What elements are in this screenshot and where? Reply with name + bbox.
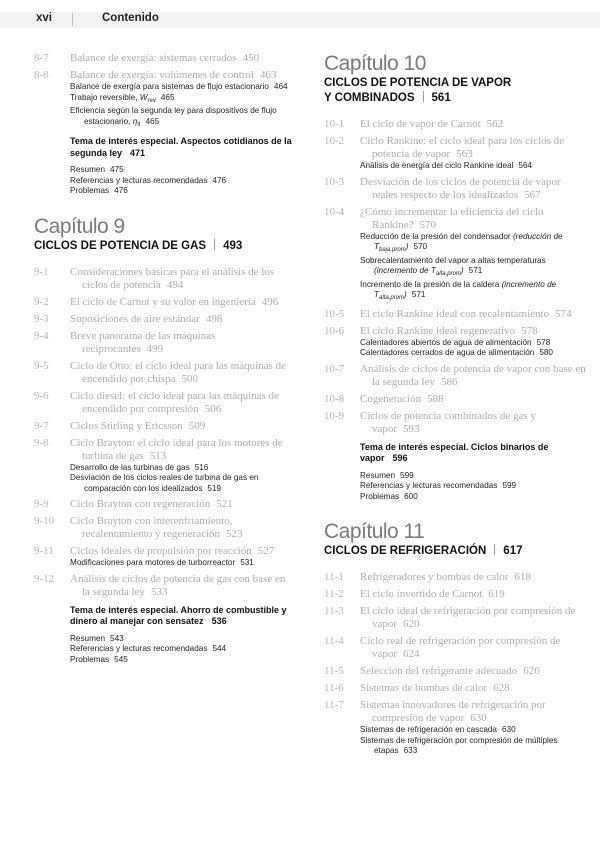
subsection-text: Reducción de la presión del condensador — [360, 231, 511, 241]
section-title[interactable] — [360, 588, 586, 601]
subsection[interactable] — [70, 82, 292, 93]
italic-note — [374, 266, 464, 275]
chapter-label: Capítulo 10 — [324, 52, 426, 75]
symbol-subscript: II — [137, 121, 141, 128]
symbol-subscript: baja,prom — [379, 247, 406, 253]
section-number: 9-11 — [34, 545, 54, 557]
extra-page: 600 — [404, 491, 418, 501]
section-page: 628 — [493, 682, 510, 694]
extra-page: 476 — [212, 175, 227, 185]
extra-item[interactable] — [70, 634, 292, 645]
section-title[interactable] — [70, 545, 292, 558]
section-page: 533 — [150, 585, 168, 598]
subsection[interactable] — [70, 463, 292, 474]
extra-item[interactable] — [360, 471, 586, 482]
section-page: 527 — [257, 545, 275, 557]
section-page: 499 — [146, 342, 164, 355]
chapter-extras — [70, 634, 292, 666]
special-topic[interactable]: Tema de interés especial. Ahorro de combustible y dinero al manejar con sensatez 536 — [70, 604, 287, 626]
section-title-text: Ciclo Brayton con regeneración — [70, 498, 211, 510]
subsection-page: 465 — [160, 92, 175, 102]
toc-entry[interactable] — [324, 605, 586, 631]
toc-entry[interactable] — [34, 52, 292, 65]
entry-body — [360, 206, 586, 304]
section-title-text: Análisis de ciclos de potencia de gas con base en la segunda ley — [70, 572, 286, 598]
section-title[interactable] — [70, 52, 292, 65]
extra-text: Problemas — [70, 654, 110, 664]
entry-body — [70, 266, 292, 292]
toc-entry[interactable] — [324, 699, 586, 757]
entry-body — [360, 571, 586, 584]
italic-note-suffix: ) — [460, 266, 464, 275]
running-header — [0, 0, 600, 40]
section-title[interactable] — [70, 498, 292, 511]
section-title-text: El ciclo ideal de refrigeración por compresión de vapor — [360, 605, 576, 630]
section-title[interactable] — [70, 573, 292, 599]
section-title-text: El ciclo invertido de Carnot — [360, 588, 483, 600]
section-title-text: ¿Cómo incrementar la eficiencia del ciclo Rankine? — [360, 205, 544, 231]
extra-text: Problemas — [360, 491, 400, 501]
subsection[interactable] — [360, 338, 586, 349]
extra-item[interactable] — [70, 165, 292, 176]
header-divider — [72, 13, 73, 26]
section-page: 567 — [524, 188, 541, 201]
section-title-text: Sistemas de bombas de calor — [360, 682, 488, 694]
subsection-text: Calentadores abiertos de agua de alimentación — [360, 337, 532, 347]
section-title: Contenido — [102, 12, 159, 24]
subsection[interactable] — [360, 736, 586, 757]
subsection[interactable] — [360, 161, 586, 172]
subsection-text: Sistemas de refrigeración por compresión de múltiples etapas — [360, 735, 558, 755]
subsection-text: Sobrecalentamiento del vapor a altas temperaturas — [360, 255, 546, 265]
toc-entry[interactable] — [324, 363, 586, 389]
section-title[interactable] — [70, 313, 292, 326]
entry-body — [360, 605, 586, 631]
extra-page: 476 — [114, 186, 128, 195]
subsection-page: 571 — [468, 266, 483, 275]
section-title-text: Balance de exergía: sistemas cerrados — [70, 52, 237, 64]
section-title[interactable] — [360, 308, 586, 321]
section-title-text: Sistemas innovadores de refrigeración por compresión de vapor — [360, 699, 546, 724]
section-page: 586 — [440, 375, 458, 388]
section-page: 578 — [521, 324, 538, 337]
chapter-title[interactable]: CICLOS DE POTENCIA DE GAS 493 — [34, 239, 243, 252]
section-title-text: Análisis de ciclos de potencia de vapor con base en la segunda ley — [360, 362, 586, 388]
section-title[interactable] — [70, 390, 292, 416]
entry-body — [360, 665, 586, 678]
section-title-text: Balance de exergía: volúmenes de control — [70, 69, 254, 81]
section-title[interactable] — [360, 118, 586, 131]
subsection-page: 464 — [273, 82, 288, 91]
entry-body — [360, 682, 586, 695]
section-title-text: Ciclo de Otto: el ciclo ideal para las máquinas de encendido por chispa — [70, 359, 286, 385]
section-page: 618 — [514, 571, 531, 583]
section-page: 494 — [166, 278, 184, 291]
extra-item[interactable] — [70, 644, 292, 655]
symbol: T — [430, 266, 436, 275]
toc-entry[interactable] — [34, 515, 292, 541]
toc-entry[interactable] — [324, 308, 586, 321]
italic-note-prefix: (incremento de — [501, 279, 557, 289]
toc-entry[interactable] — [34, 573, 292, 599]
section-number: 9-6 — [34, 389, 49, 402]
section-page: 521 — [216, 498, 233, 510]
extra-page: 599 — [502, 481, 517, 490]
toc-entry[interactable] — [324, 325, 586, 359]
subsection-page: 580 — [539, 348, 553, 357]
subsection[interactable] — [360, 256, 586, 280]
section-page: 626 — [523, 665, 540, 677]
entry-body — [70, 515, 292, 541]
extra-page: 543 — [110, 633, 124, 643]
section-title-text: El ciclo Rankine ideal con recalentamiento — [360, 307, 550, 320]
section-page: 588 — [427, 392, 444, 405]
extra-item[interactable] — [70, 176, 292, 187]
section-title[interactable] — [360, 571, 586, 584]
extra-page: 544 — [212, 644, 227, 653]
section-title-text: El ciclo Rankine ideal regenerativo — [360, 324, 516, 337]
toc-entry[interactable] — [324, 393, 586, 406]
section-title[interactable] — [360, 699, 586, 725]
entry-body — [360, 699, 586, 757]
extra-item[interactable] — [70, 655, 292, 666]
chapter8-continued-entries — [34, 52, 292, 130]
subsection[interactable] — [70, 106, 292, 130]
entry-body — [360, 176, 586, 202]
toc-entry[interactable] — [324, 571, 586, 584]
entry-body — [70, 390, 292, 416]
subsection-page: 465 — [145, 116, 160, 126]
entry-body — [360, 325, 586, 359]
section-page: 630 — [470, 712, 487, 724]
subsection-text: Desarrollo de las turbinas de gas — [70, 462, 190, 472]
section-page: 496 — [261, 295, 279, 308]
subsection-text: Trabajo reversible, — [70, 92, 138, 102]
section-page: 570 — [419, 218, 437, 231]
entry-body — [360, 118, 586, 131]
section-number: 9-7 — [34, 419, 49, 432]
section-title-text: Desviación de los ciclos de potencia de vapor reales respecto de los idealizados — [360, 175, 561, 201]
section-title-text: Ciclos Stirling y Ericsson — [70, 419, 183, 432]
chapter-extras — [360, 471, 586, 503]
section-title[interactable] — [70, 360, 292, 386]
toc-entry[interactable] — [34, 266, 292, 292]
section-number: 9-5 — [34, 359, 49, 372]
section-title[interactable] — [360, 635, 586, 661]
section-number: 10-9 — [324, 409, 345, 422]
entry-body — [70, 437, 292, 495]
section-title[interactable] — [360, 135, 586, 161]
extra-page: 599 — [400, 470, 414, 480]
section-title-text: Ciclos ideales de propulsión por reacción — [70, 545, 252, 557]
toc-entry[interactable] — [34, 390, 292, 416]
toc-entry[interactable] — [34, 313, 292, 326]
entry-body — [360, 588, 586, 601]
subsection-page: 519 — [207, 483, 222, 493]
section-title[interactable] — [70, 420, 292, 433]
entry-body — [70, 69, 292, 130]
chapter-title[interactable]: CICLOS DE POTENCIA DE VAPOR Y COMBINADOS 561 — [324, 77, 512, 104]
entry-body — [70, 360, 292, 386]
section-number: 10-6 — [324, 324, 345, 337]
subsection-text: Desviación de los ciclos reales de turbina de gas en comparación con los idealizados — [70, 473, 259, 493]
extra-text: Problemas — [70, 186, 110, 195]
section-title-text: Breve panorama de las máquinas reciprocantes — [70, 329, 216, 355]
italic-note-suffix: ) — [405, 242, 409, 251]
toc-entry[interactable] — [324, 588, 586, 601]
section-page: 619 — [488, 588, 505, 600]
subsection[interactable] — [360, 280, 586, 304]
section-page: 523 — [226, 528, 243, 540]
chapter10-entries — [324, 118, 586, 436]
subsection-text: Incremento de la presión de la caldera — [360, 279, 500, 289]
section-number: 11-4 — [324, 635, 344, 647]
subsection[interactable] — [70, 93, 292, 107]
entry-body — [360, 410, 586, 436]
subsection-page: 531 — [240, 558, 254, 567]
symbol: η — [132, 116, 138, 126]
left-column — [34, 52, 292, 665]
subsection-page: 564 — [518, 161, 533, 170]
entry-body — [70, 498, 292, 511]
section-number: 10-5 — [324, 307, 345, 320]
entry-body — [70, 420, 292, 433]
extra-item[interactable] — [70, 186, 292, 197]
section-page: 574 — [555, 307, 572, 320]
toc-entry[interactable] — [324, 135, 586, 172]
section-number: 8-8 — [34, 69, 49, 81]
section-page: 513 — [149, 449, 167, 462]
extra-item[interactable] — [360, 481, 586, 492]
section-number: 9-1 — [34, 265, 49, 278]
chapter-label: Capítulo 11 — [324, 520, 425, 543]
section-title[interactable] — [360, 206, 586, 232]
section-number: 10-3 — [324, 175, 345, 188]
entry-body — [70, 296, 292, 309]
section-number: 9-3 — [34, 312, 49, 325]
subsection[interactable] — [70, 558, 292, 569]
section-title-text: El ciclo de vapor de Carnot — [360, 118, 481, 130]
subsection-text: Calentadores cerrados de agua de alimentación — [360, 348, 535, 357]
special-topic[interactable]: Tema de interés especial. Aspectos cotidianos de la segunda ley 471 — [70, 136, 292, 158]
section-title[interactable] — [360, 605, 586, 631]
section-title[interactable] — [360, 393, 586, 406]
subsection-text: Sistemas de refrigeración en cascada — [360, 725, 497, 734]
section-title-text: El ciclo de Carnot y su valor en ingeniería — [70, 295, 256, 308]
right-column — [324, 52, 586, 761]
extra-text: Referencias y lecturas recomendadas — [70, 175, 208, 185]
toc-entry[interactable] — [34, 498, 292, 511]
entry-body — [360, 393, 586, 406]
section-number: 10-2 — [324, 135, 345, 147]
toc-entry[interactable] — [324, 206, 586, 304]
entry-body — [70, 52, 292, 65]
entry-body — [70, 545, 292, 569]
section-number: 11-6 — [324, 682, 344, 694]
section-number: 10-8 — [324, 392, 345, 405]
italic-note-prefix: (incremento de — [374, 266, 431, 275]
entry-body — [360, 635, 586, 661]
section-title[interactable] — [70, 437, 292, 463]
symbol-subscript: rev — [147, 97, 156, 104]
section-title[interactable] — [70, 515, 292, 541]
section-title-text: Refrigeradores y bombas de calor — [360, 571, 509, 583]
toc-entry[interactable] — [34, 437, 292, 495]
subsection-page: 633 — [403, 746, 418, 755]
extra-text: Referencias y lecturas recomendadas — [360, 481, 498, 490]
section-page: 593 — [403, 422, 420, 435]
page-number: xvi — [36, 12, 52, 24]
section-number: 10-4 — [324, 205, 345, 218]
section-number: 11-2 — [324, 588, 344, 600]
section-page: 509 — [188, 419, 206, 432]
italic-note-suffix: ) — [404, 290, 407, 299]
header-band — [0, 12, 600, 28]
section-title-text: Ciclo Brayton: el ciclo ideal para los motores de turbina de gas — [70, 436, 283, 462]
subsection[interactable] — [360, 725, 586, 736]
special-topic[interactable]: Tema de interés especial. Ciclos binarios de vapor 596 — [360, 441, 549, 463]
section-number: 11-1 — [324, 571, 344, 583]
toc-entry[interactable] — [324, 176, 586, 202]
subsection-text: Balance de exergía para sistemas de flujo estacionario — [70, 82, 269, 91]
section-title-text: Ciclo Brayton con interenfriamiento, recalentamiento y regeneración — [70, 515, 233, 540]
extra-text: Referencias y lecturas recomendadas — [70, 644, 208, 653]
toc-entry[interactable] — [34, 360, 292, 386]
section-title-text: Ciclos de potencia combinados de gas y vapor — [360, 409, 536, 435]
toc-entry[interactable] — [324, 635, 586, 661]
section-number: 9-8 — [34, 436, 49, 449]
subsection-page: 516 — [194, 462, 209, 472]
section-title[interactable] — [360, 410, 586, 436]
toc-entry[interactable] — [324, 682, 586, 695]
toc-entry[interactable] — [324, 118, 586, 131]
extra-page: 545 — [114, 654, 128, 664]
subsection-text: Eficiencia según la segunda ley para dispositivos de flujo estacionario, — [70, 106, 277, 126]
extra-item[interactable] — [360, 492, 586, 503]
section-page: 562 — [486, 118, 504, 130]
entry-body — [360, 363, 586, 389]
section-number: 9-9 — [34, 498, 49, 510]
symbol: W — [139, 92, 148, 102]
section-number: 11-5 — [324, 665, 344, 677]
section-number: 10-1 — [324, 118, 345, 130]
section-title-text: Cogeneración — [360, 392, 422, 405]
subsection[interactable] — [70, 473, 292, 494]
toc-entry[interactable] — [324, 410, 586, 436]
section-page: 620 — [403, 618, 420, 630]
section-title[interactable] — [70, 266, 292, 292]
toc-entry[interactable] — [34, 545, 292, 569]
chapter9-entries — [34, 266, 292, 599]
section-title[interactable] — [70, 296, 292, 309]
section-title-text: Ciclo Rankine: el ciclo ideal para los ciclos de potencia de vapor — [360, 135, 565, 160]
toc-entry[interactable] — [34, 296, 292, 309]
section-number: 8-7 — [34, 52, 49, 64]
section-title-text: Selección del refrigerante adecuado — [360, 665, 518, 677]
symbol: T — [374, 290, 380, 299]
section-page: 463 — [259, 69, 277, 81]
section-number: 11-7 — [324, 699, 344, 711]
section-page: 500 — [181, 372, 198, 385]
chapter11-entries — [324, 571, 586, 757]
section-title[interactable] — [70, 330, 292, 356]
extra-text: Resumen — [70, 633, 106, 643]
subsection[interactable] — [360, 232, 586, 256]
section-page: 498 — [205, 312, 223, 325]
section-number: 9-10 — [34, 515, 55, 527]
section-title[interactable] — [360, 682, 586, 695]
section-number: 9-2 — [34, 295, 49, 308]
extra-text: Resumen — [70, 165, 106, 174]
entry-body — [70, 313, 292, 326]
section-title[interactable] — [360, 325, 586, 338]
section-page: 563 — [456, 148, 473, 160]
entry-body — [70, 330, 292, 356]
section-title-text: Consideraciones básicas para el análisis de los ciclos de potencia — [70, 265, 275, 291]
subsection-page: 630 — [502, 725, 516, 734]
subsection-page: 571 — [411, 290, 426, 299]
subsection[interactable] — [360, 348, 586, 359]
section-title-text: Ciclo real de refrigeración por compresión de vapor — [360, 635, 561, 660]
section-number: 9-12 — [34, 572, 55, 585]
section-number: 9-4 — [34, 329, 49, 342]
section-title[interactable] — [360, 665, 586, 678]
toc-entry[interactable] — [34, 420, 292, 433]
section-page: 506 — [204, 402, 222, 415]
section-page: 450 — [242, 52, 260, 64]
entry-body — [360, 135, 586, 172]
subsection-text: Análisis de energía del ciclo Rankine ideal — [360, 161, 514, 170]
subsection-page: 578 — [536, 337, 551, 347]
subsection-text: Modificaciones para motores de turborreactor — [70, 558, 236, 567]
section-title-text: Ciclo diesel: el ciclo ideal para las máquinas de encendido por compresión — [70, 389, 279, 415]
symbol-subscript: alta,prom — [435, 271, 461, 277]
section-title[interactable] — [70, 69, 292, 82]
subsection-page: 570 — [413, 242, 428, 251]
symbol-subscript: alta,prom — [379, 295, 405, 301]
section-title-text: Suposiciones de aire estándar — [70, 312, 200, 325]
symbol: T — [374, 242, 380, 251]
extra-page: 475 — [110, 165, 124, 174]
chapter-label: Capítulo 9 — [34, 214, 125, 238]
extra-text: Resumen — [360, 470, 396, 480]
toc-entry[interactable] — [34, 330, 292, 356]
italic-note-prefix: (reducción de — [512, 231, 563, 241]
chapter-extras — [70, 165, 292, 197]
toc-entry[interactable] — [324, 665, 586, 678]
section-number: 11-3 — [324, 605, 344, 617]
section-title[interactable] — [360, 363, 586, 389]
section-number: 10-7 — [324, 362, 345, 375]
toc-entry[interactable] — [34, 69, 292, 130]
chapter-title[interactable]: CICLOS DE REFRIGERACIÓN 617 — [324, 545, 523, 557]
section-title[interactable] — [360, 176, 586, 202]
entry-body — [70, 573, 292, 599]
entry-body — [360, 308, 586, 321]
section-page: 624 — [403, 648, 420, 660]
